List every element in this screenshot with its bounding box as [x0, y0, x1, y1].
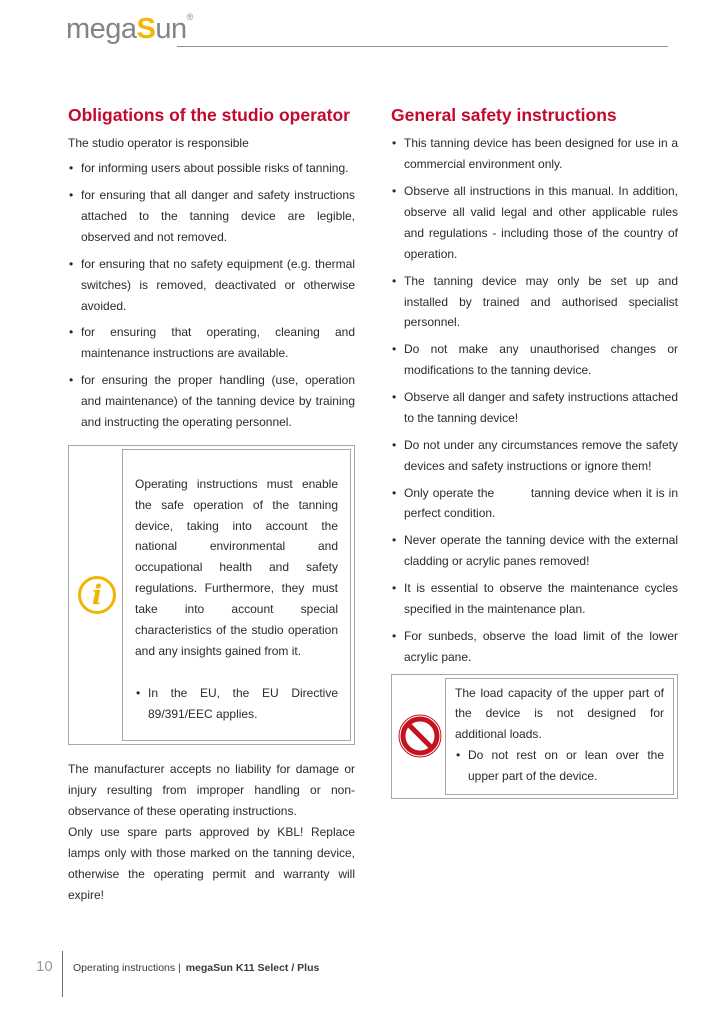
right-bullet-list: [391, 133, 678, 667]
list-item: • for ensuring that all danger and safety instructions attached to the tanning device are legible, observed and not removed.: [68, 185, 355, 248]
warning-box: [391, 674, 678, 799]
list-item: • Only operate the tanning device when it is in perfect condition.: [391, 483, 678, 525]
logo-text-un: un: [155, 13, 187, 45]
left-heading: Obligations of the studio operator: [68, 105, 350, 125]
list-item: • For sunbeds, observe the load limit of the lower acrylic pane.: [391, 626, 678, 668]
header-rule: [177, 46, 668, 47]
list-item: • In the EU, the EU Directive 89/391/EEC applies.: [135, 683, 338, 725]
list-item: • The tanning device may only be set up and installed by trained and authorised specialist personnel.: [391, 271, 678, 334]
left-intro: The studio operator is responsible: [68, 136, 249, 151]
list-item: • Do not under any circumstances remove the safety devices and safety instructions or ignore them!: [391, 435, 678, 477]
list-item: • Do not rest on or lean over the upper part of the device.: [455, 745, 664, 787]
list-item: • This tanning device has been designed for use in a commercial environment only.: [391, 133, 678, 175]
warning-box-icon-cell: [395, 678, 445, 795]
list-item: • for ensuring that no safety equipment (e.g. thermal switches) is removed, deactivated or otherwise avoided.: [68, 254, 355, 317]
page-number: 10: [36, 958, 53, 975]
list-item: • It is essential to observe the maintenance cycles specified in the maintenance plan.: [391, 578, 678, 620]
footer-doc-label: Operating instructions |: [73, 962, 181, 974]
left-paragraphs: [68, 759, 355, 905]
list-item: • Observe all danger and safety instructions attached to the tanning device!: [391, 387, 678, 429]
paragraph-liability: The manufacturer accepts no liability for damage or injury resulting from improper handling or non-observance of these operating instructions.: [68, 762, 355, 819]
right-column: [391, 104, 678, 906]
info-box-text: [122, 449, 351, 742]
info-box: [68, 445, 355, 746]
info-box-bullet-list: [135, 683, 338, 725]
list-item: • Never operate the tanning device with the external cladding or acrylic panes removed!: [391, 530, 678, 572]
warning-box-text: [445, 678, 674, 795]
footer-divider: [62, 951, 63, 997]
info-icon: i: [78, 576, 116, 614]
left-bullet-list: [68, 158, 355, 433]
registered-mark: ®: [186, 12, 194, 22]
content-columns: [68, 104, 678, 906]
prohibition-icon: [396, 712, 444, 760]
logo-text-s: S: [136, 13, 156, 45]
right-heading: General safety instructions: [391, 105, 617, 125]
list-item: • for ensuring that operating, cleaning and maintenance instructions are available.: [68, 322, 355, 364]
footer-doc-title: megaSun K11 Select / Plus: [185, 962, 320, 974]
left-column: [68, 104, 355, 906]
warning-box-paragraph: The load capacity of the upper part of the device is not designed for additional loads.: [455, 685, 664, 742]
brand-logo: [66, 13, 193, 44]
logo-text-mega: mega: [66, 13, 137, 45]
list-item: • Observe all instructions in this manual. In addition, observe all valid legal and other applicable rules and regulations - including those of the country of operation.: [391, 181, 678, 265]
paragraph-spare-parts: Only use spare parts approved by KBL! Replace lamps only with those marked on the tanning device, otherwise the operating permit and warranty will expire!: [68, 825, 355, 902]
list-item: • for informing users about possible risks of tanning.: [68, 158, 355, 179]
info-box-icon-cell: [72, 449, 122, 742]
info-box-paragraph: Operating instructions must enable the safe operation of the tanning device, taking into account the national environmental and occupational health and safety regulations. Furthermore, they must take into account special characteristics of the studio operation and any insights gained from it.: [135, 476, 338, 658]
footer-text: [73, 962, 319, 974]
warning-box-bullet-list: [455, 745, 664, 787]
list-item: • Do not make any unauthorised changes or modifications to the tanning device.: [391, 339, 678, 381]
list-item: • for ensuring the proper handling (use, operation and maintenance) of the tanning device by training and instructing the operating personnel.: [68, 370, 355, 433]
